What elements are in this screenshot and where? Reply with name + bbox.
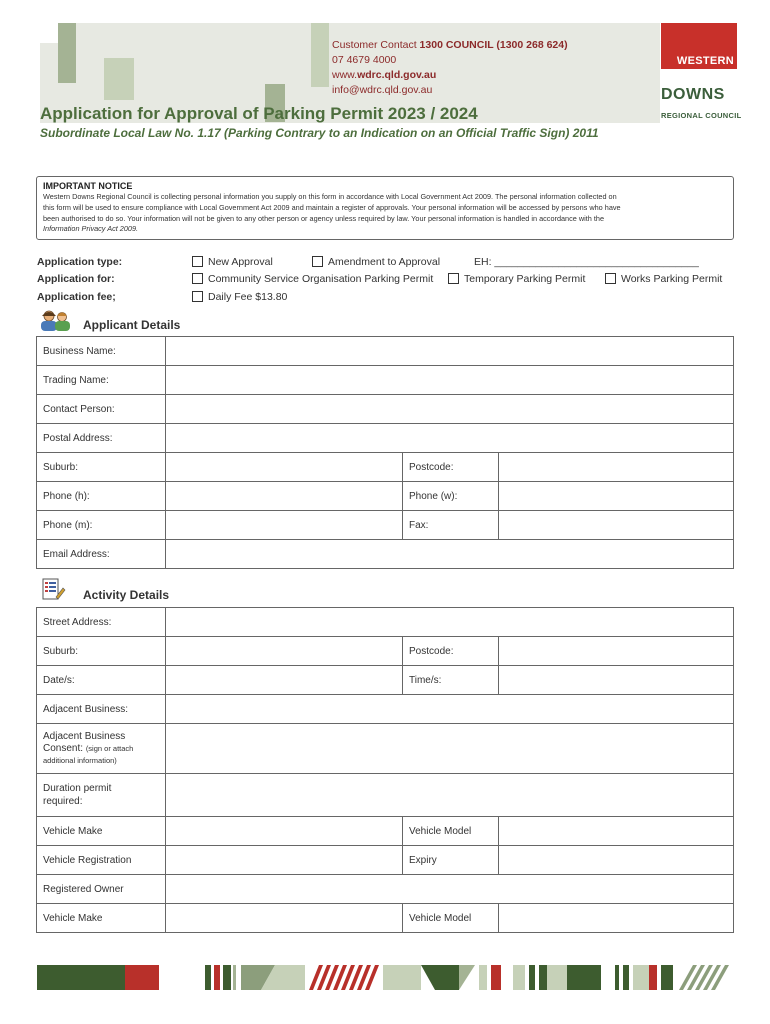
vehicle-make-field[interactable] — [166, 817, 403, 846]
table-row — [37, 337, 734, 366]
business-name-label: Business Name: — [37, 337, 166, 366]
activity-postcode-field[interactable] — [499, 637, 734, 666]
phone-work-field[interactable] — [499, 482, 734, 511]
fax-field[interactable] — [499, 511, 734, 540]
notice-line-1: Western Downs Regional Council is collecting personal information you supply on this form in accordance with Local Government Act 2009. The personal information collected on — [43, 192, 617, 201]
vehicle-registration-field[interactable] — [166, 846, 403, 875]
header-decor-block-3 — [40, 23, 58, 43]
duration-line-2: required: — [43, 796, 83, 807]
page-title: Application for Approval of Parking Permit 2023 / 2024 — [40, 104, 478, 123]
table-row — [37, 424, 734, 453]
activity-suburb-label: Suburb: — [37, 637, 166, 666]
works-permit-checkbox[interactable] — [605, 273, 616, 284]
new-approval-checkbox[interactable] — [192, 256, 203, 267]
table-row — [37, 395, 734, 424]
amendment-label: Amendment to Approval — [328, 256, 441, 268]
notice-line-3: been authorised to do so. Your information will not be given to any other person or agency unless required by law. Your personal information is handled in accordance with the — [43, 213, 604, 223]
duration-label — [37, 774, 166, 817]
dates-label: Date/s: — [37, 666, 166, 695]
street-address-label: Street Address: — [37, 608, 166, 637]
logo-western-text: WESTERN — [661, 53, 737, 69]
duration-line-1: Duration permit — [43, 783, 112, 794]
phone-mobile-label: Phone (m): — [37, 511, 166, 540]
applicant-details-table — [36, 336, 734, 569]
street-address-field[interactable] — [166, 608, 734, 637]
applicant-details-heading: Applicant Details — [83, 318, 181, 332]
table-row — [37, 875, 734, 904]
contact-person-field[interactable] — [166, 395, 734, 424]
table-row — [37, 637, 734, 666]
footer-band-green — [37, 965, 125, 990]
application-for-label: Application for: — [37, 273, 115, 285]
table-row — [37, 540, 734, 569]
adjacent-consent-label — [37, 724, 166, 774]
phone-mobile-field[interactable] — [166, 511, 403, 540]
contact-person-label: Contact Person: — [37, 395, 166, 424]
postcode-field[interactable] — [499, 453, 734, 482]
temporary-permit-checkbox[interactable] — [448, 273, 459, 284]
vehicle-model-2-field[interactable] — [499, 904, 734, 933]
email-field[interactable] — [166, 540, 734, 569]
logo-downs-text: DOWNS — [661, 85, 737, 105]
trading-name-field[interactable] — [166, 366, 734, 395]
notice-line-4: Information Privacy Act 2009. — [43, 224, 139, 234]
table-row — [37, 666, 734, 695]
table-row — [37, 817, 734, 846]
table-row — [37, 695, 734, 724]
daily-fee-checkbox[interactable] — [192, 291, 203, 302]
notice-line-2: this form will be used to ensure compliance with Local Government Act 2009 and maintain a register of approvals. Your personal information will be accessed by persons who have — [43, 202, 621, 212]
adjacent-consent-line-1: Adjacent Business — [43, 730, 126, 742]
phone-home-label: Phone (h): — [37, 482, 166, 511]
amendment-checkbox[interactable] — [312, 256, 323, 267]
suburb-field[interactable] — [166, 453, 403, 482]
vehicle-model-field[interactable] — [499, 817, 734, 846]
email-label: Email Address: — [37, 540, 166, 569]
temporary-permit-label: Temporary Parking Permit — [464, 273, 586, 285]
adjacent-consent-note-b: additional information) — [43, 755, 117, 765]
vehicle-make-2-field[interactable] — [166, 904, 403, 933]
vehicle-model-2-label: Vehicle Model — [403, 904, 499, 933]
activity-postcode-label: Postcode: — [403, 637, 499, 666]
community-permit-checkbox[interactable] — [192, 273, 203, 284]
footer-pattern — [205, 965, 735, 990]
activity-details-table — [36, 607, 734, 933]
expiry-field[interactable] — [499, 846, 734, 875]
header-decor-block-2 — [104, 58, 134, 100]
eh-field[interactable]: EH: ___________________________________ — [474, 256, 699, 268]
activity-details-heading: Activity Details — [83, 588, 170, 602]
phone-home-field[interactable] — [166, 482, 403, 511]
activity-suburb-field[interactable] — [166, 637, 403, 666]
postal-address-field[interactable] — [166, 424, 734, 453]
times-field[interactable] — [499, 666, 734, 695]
vehicle-registration-label: Vehicle Registration — [37, 846, 166, 875]
table-row — [37, 904, 734, 933]
adjacent-consent-line-2: Consent: — [43, 742, 84, 754]
contact-label: Customer Contact — [332, 39, 420, 51]
vehicle-make-2-label: Vehicle Make — [37, 904, 166, 933]
expiry-label: Expiry — [403, 846, 499, 875]
people-icon — [38, 308, 72, 334]
trading-name-label: Trading Name: — [37, 366, 166, 395]
page-subtitle: Subordinate Local Law No. 1.17 (Parking Contrary to an Indication on an Official Traffic Sign) 2011 — [40, 126, 599, 140]
registered-owner-field[interactable] — [166, 875, 734, 904]
table-row — [37, 366, 734, 395]
council-logo — [661, 23, 742, 123]
table-row — [37, 724, 734, 774]
phone-work-label: Phone (w): — [403, 482, 499, 511]
adjacent-business-field[interactable] — [166, 695, 734, 724]
important-notice — [36, 176, 734, 240]
notice-heading: IMPORTANT NOTICE — [43, 181, 133, 191]
vehicle-make-label: Vehicle Make — [37, 817, 166, 846]
community-permit-label: Community Service Organisation Parking Permit — [208, 273, 434, 285]
dates-field[interactable] — [166, 666, 403, 695]
header-decor-block-5 — [311, 23, 329, 87]
header-decor-block-1 — [58, 23, 76, 83]
footer-band-red — [125, 965, 159, 990]
contact-phone-main: 1300 COUNCIL (1300 268 624) — [419, 39, 568, 51]
suburb-label: Suburb: — [37, 453, 166, 482]
times-label: Time/s: — [403, 666, 499, 695]
registered-owner-label: Registered Owner — [37, 875, 166, 904]
document-list-icon — [40, 577, 66, 603]
contact-phone-alt: 07 4679 4000 — [332, 54, 397, 66]
application-fee-label: Application fee; — [37, 291, 116, 303]
postal-address-label: Postal Address: — [37, 424, 166, 453]
table-row — [37, 482, 734, 511]
works-permit-label: Works Parking Permit — [621, 273, 723, 285]
table-row — [37, 774, 734, 817]
table-row — [37, 511, 734, 540]
postcode-label: Postcode: — [403, 453, 499, 482]
daily-fee-label: Daily Fee $13.80 — [208, 291, 288, 303]
table-row — [37, 608, 734, 637]
table-row — [37, 846, 734, 875]
logo-spacer — [661, 69, 737, 85]
website-prefix: www. — [332, 69, 358, 81]
adjacent-consent-note-a: (sign or attach — [85, 743, 134, 753]
adjacent-consent-field[interactable] — [166, 724, 734, 774]
contact-email: info@wdrc.qld.gov.au — [332, 84, 433, 96]
contact-details — [332, 38, 568, 98]
duration-field[interactable] — [166, 774, 734, 817]
application-type-label: Application type: — [37, 256, 123, 268]
logo-red-block — [661, 23, 737, 53]
logo-council-text: REGIONAL COUNCIL — [661, 111, 742, 120]
vehicle-model-label: Vehicle Model — [403, 817, 499, 846]
new-approval-label: New Approval — [208, 256, 273, 268]
website-domain: wdrc.qld.gov.au — [357, 69, 437, 81]
adjacent-business-label: Adjacent Business: — [37, 695, 166, 724]
fax-label: Fax: — [403, 511, 499, 540]
business-name-field[interactable] — [166, 337, 734, 366]
table-row — [37, 453, 734, 482]
